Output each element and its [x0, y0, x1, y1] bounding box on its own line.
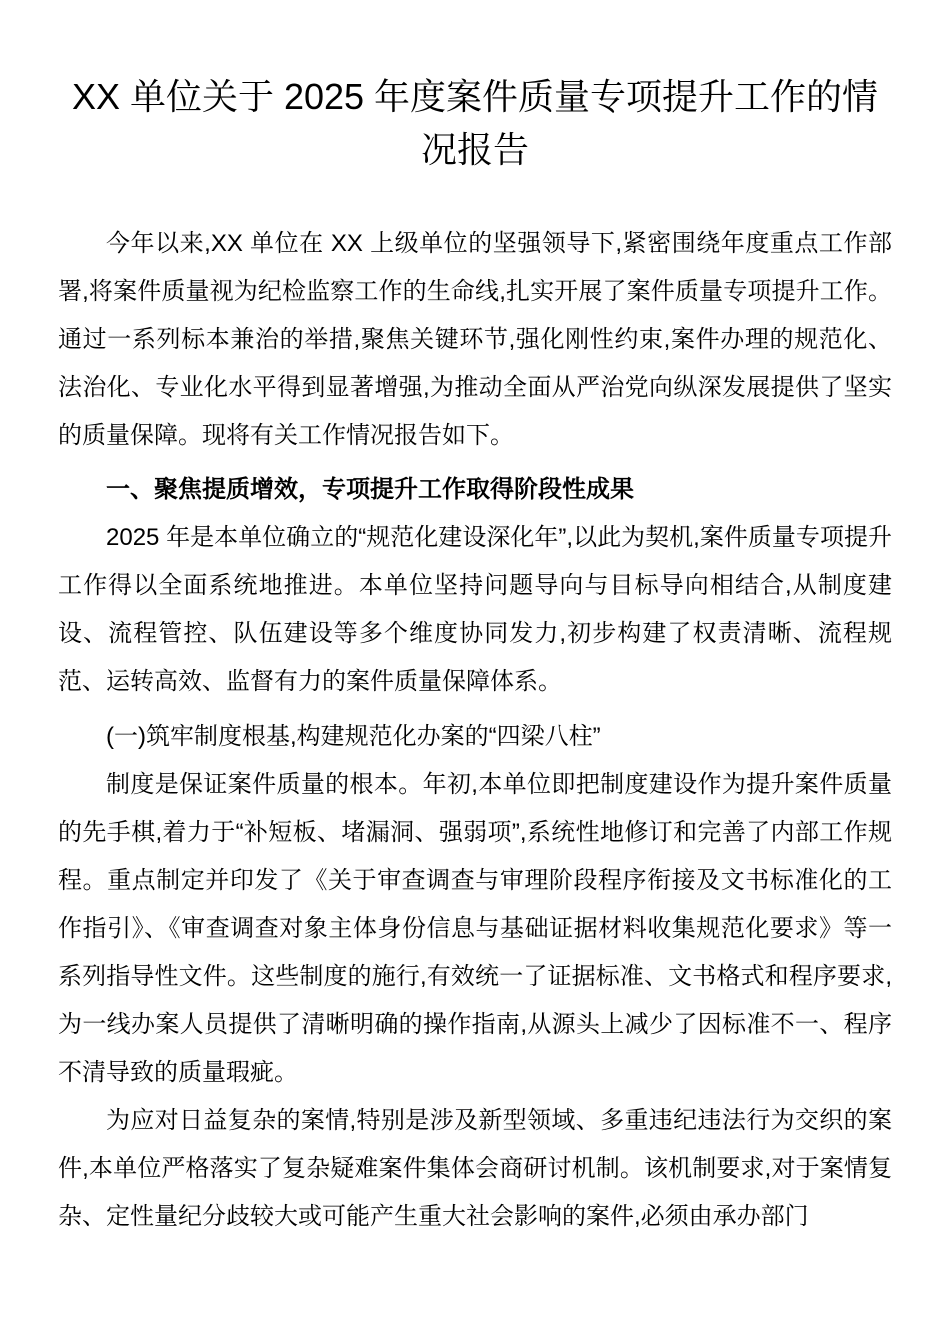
document-title: XX 单位关于 2025 年度案件质量专项提升工作的情况报告 — [71, 76, 879, 170]
section-subheading: (一)筑牢制度根基,构建规范化办案的“四梁八柱” — [106, 723, 601, 750]
document-body — [58, 220, 892, 1241]
paragraph: 2025 年是本单位确立的“规范化建设深化年”,以此为契机,案件质量专项提升工作得以全面系统地推进。本单位坚持问题导向与目标导向相结合,从制度建设、流程管控、队伍建设等多个维度协同发力,初步构建了权责清晰、流程规范、运转高效、监督有力的案件质量保障体系。 — [58, 524, 892, 695]
paragraph: 制度是保证案件质量的根本。年初,本单位即把制度建设作为提升案件质量的先手棋,着力于“补短板、堵漏洞、强弱项”,系统性地修订和完善了内部工作规程。重点制定并印发了《关于审查调查与审理阶段程序衔接及文书标准化的工作指引》、《审查调查对象主体身份信息与基础证据材料收集规范化要求》等一系列指导性文件。这些制度的施行,有效统一了证据标准、文书格式和程序要求,为一线办案人员提供了清晰明确的操作指南,从源头上减少了因标准不一、程序不清导致的质量瑕疵。 — [58, 771, 892, 1086]
section-heading: 一、聚焦提质增效，专项提升工作取得阶段性成果 — [106, 476, 634, 503]
paragraph: 为应对日益复杂的案情,特别是涉及新型领域、多重违纪违法行为交织的案件,本单位严格落实了复杂疑难案件集体会商研讨机制。该机制要求,对于案情复杂、定性量纪分歧较大或可能产生重大社会影响的案件,必须由承办部门 — [58, 1107, 892, 1230]
paragraph: 今年以来,XX 单位在 XX 上级单位的坚强领导下,紧密围绕年度重点工作部署,将案件质量视为纪检监察工作的生命线,扎实开展了案件质量专项提升工作。通过一系列标本兼治的举措,聚焦关键环节,强化刚性约束,案件办理的规范化、法治化、专业化水平得到显著增强,为推动全面从严治党向纵深发展提供了坚实的质量保障。现将有关工作情况报告如下。 — [58, 230, 892, 449]
